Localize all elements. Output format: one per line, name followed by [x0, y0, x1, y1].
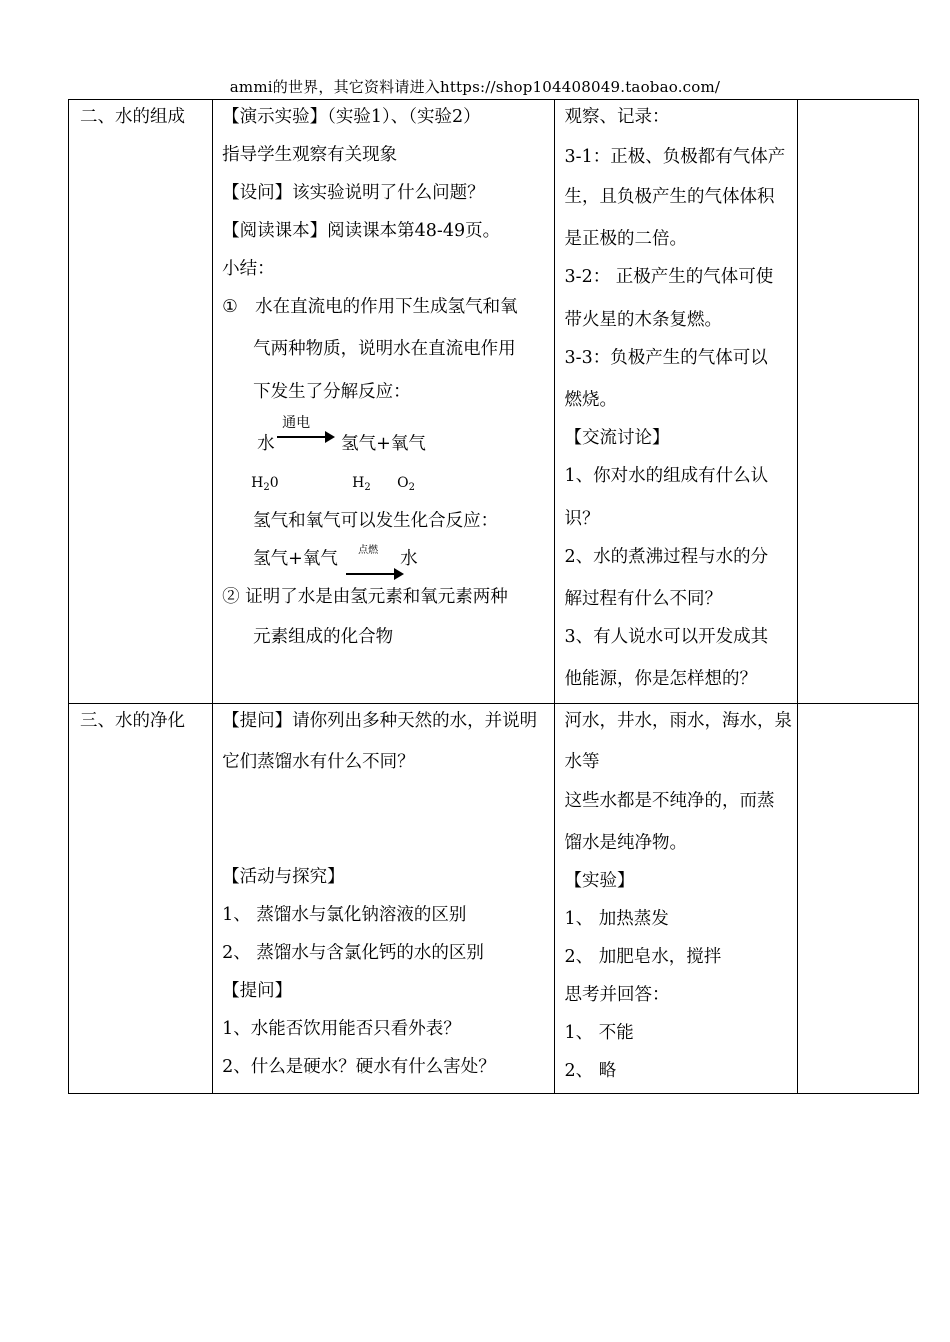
- summary-label: 小结：: [222, 259, 275, 279]
- text-line: 2、水的煮沸过程与水的分: [564, 547, 769, 567]
- reaction-condition: 通电: [282, 415, 311, 431]
- text-line: ② 证明了水是由氢元素和氧元素两种: [222, 587, 508, 607]
- text-line: 下发生了分解反应：: [253, 382, 411, 402]
- section-title: 三、水的净化: [80, 711, 185, 731]
- reactant: 水: [257, 434, 275, 454]
- reactants: 氢气+氧气: [253, 549, 338, 569]
- text-line: 馏水是纯净物。: [564, 833, 688, 853]
- text-line: 是正极的二倍。: [564, 229, 688, 249]
- point-marker: ①: [222, 297, 238, 317]
- text-line: 元素组成的化合物: [253, 627, 394, 647]
- teacher-activity-cell: [213, 100, 554, 704]
- text-line: 指导学生观察有关现象: [222, 145, 398, 165]
- notes-cell: [797, 704, 918, 1094]
- text-line: 这些水都是不纯净的，而蒸: [564, 791, 775, 811]
- section-title-cell: [69, 100, 213, 704]
- section-title: 二、水的组成: [80, 107, 185, 127]
- text-line: 【演示实验】（实验1）、（实验2）: [222, 107, 481, 127]
- text-line: 水等: [564, 752, 600, 772]
- reaction-condition: 点燃: [358, 545, 379, 556]
- product: 水: [400, 549, 418, 569]
- text-line: 观察、记录：: [564, 107, 670, 127]
- text-line: 3、有人说水可以开发成其: [564, 627, 769, 647]
- student-activity-cell: [554, 704, 797, 1094]
- text-line: 河水，井水，雨水，海水，泉: [564, 711, 793, 731]
- section-title-cell: [69, 704, 213, 1094]
- lesson-table: [68, 99, 919, 1094]
- text-line: 【设问】该实验说明了什么问题？: [222, 183, 485, 203]
- text-line: 【活动与探究】: [222, 867, 345, 887]
- text-line: 1、你对水的组成有什么认: [564, 466, 769, 486]
- formula-water: $H_20$: [251, 475, 279, 493]
- text-line: 1、 蒸馏水与氯化钠溶液的区别: [222, 905, 467, 925]
- text-line: 【阅读课本】阅读课本第48-49页。: [222, 221, 501, 241]
- text-line: 生，且负极产生的气体体积: [564, 187, 775, 207]
- text-line: 氢气和氧气可以发生化合反应：: [253, 511, 499, 531]
- reaction-arrow: [277, 436, 333, 438]
- text-line: 气两种物质，说明水在直流电作用: [253, 339, 516, 359]
- reaction-arrow: [346, 573, 402, 575]
- text-line: 它们蒸馏水有什么不同？: [222, 752, 415, 772]
- text-line: 1、 加热蒸发: [564, 909, 669, 929]
- student-activity-cell: [554, 100, 797, 704]
- table-row-water-composition: [69, 100, 919, 704]
- text-line: 燃烧。: [564, 390, 618, 410]
- text-line: 3-2： 正极产生的气体可使: [564, 267, 774, 287]
- text-line: 带火星的木条复燃。: [564, 310, 723, 330]
- text-line: 3-1：正极、负极都有气体产: [564, 147, 786, 167]
- text-line: 【实验】: [564, 871, 635, 891]
- notes-cell: [797, 100, 918, 704]
- text-line: 2、 蒸馏水与含氯化钙的水的区别: [222, 943, 484, 963]
- text-line: 【提问】: [222, 981, 293, 1001]
- formula-oxygen: $O_2$: [397, 475, 416, 493]
- products: 氢气+氧气: [341, 434, 426, 454]
- formula-hydrogen: $H_2$: [352, 475, 371, 493]
- text-line: 【交流讨论】: [564, 428, 670, 448]
- text-line: 【提问】请你列出多种天然的水，并说明: [222, 711, 538, 731]
- text-line: 1、水能否饮用能否只看外表？: [222, 1019, 461, 1039]
- text-line: 3-3：负极产生的气体可以: [564, 348, 768, 368]
- text-line: 思考并回答：: [564, 985, 670, 1005]
- text-line: 解过程有什么不同？: [564, 589, 723, 609]
- text-line: 2、什么是硬水？硬水有什么害处？: [222, 1057, 496, 1077]
- text-line: 2、 略: [564, 1061, 617, 1081]
- text-line: 1、 不能: [564, 1023, 634, 1043]
- page-header: ammi的世界，其它资料请进入https://shop104408049.taobao.com/: [229, 78, 721, 96]
- table-row-water-purification: [69, 704, 919, 1094]
- text-line: 2、 加肥皂水，搅拌: [564, 947, 722, 967]
- text-line: 识？: [564, 509, 600, 529]
- teacher-activity-cell: [213, 704, 554, 1094]
- text-line: 他能源，你是怎样想的？: [564, 669, 758, 689]
- text-line: 水在直流电的作用下生成氢气和氧: [255, 297, 518, 317]
